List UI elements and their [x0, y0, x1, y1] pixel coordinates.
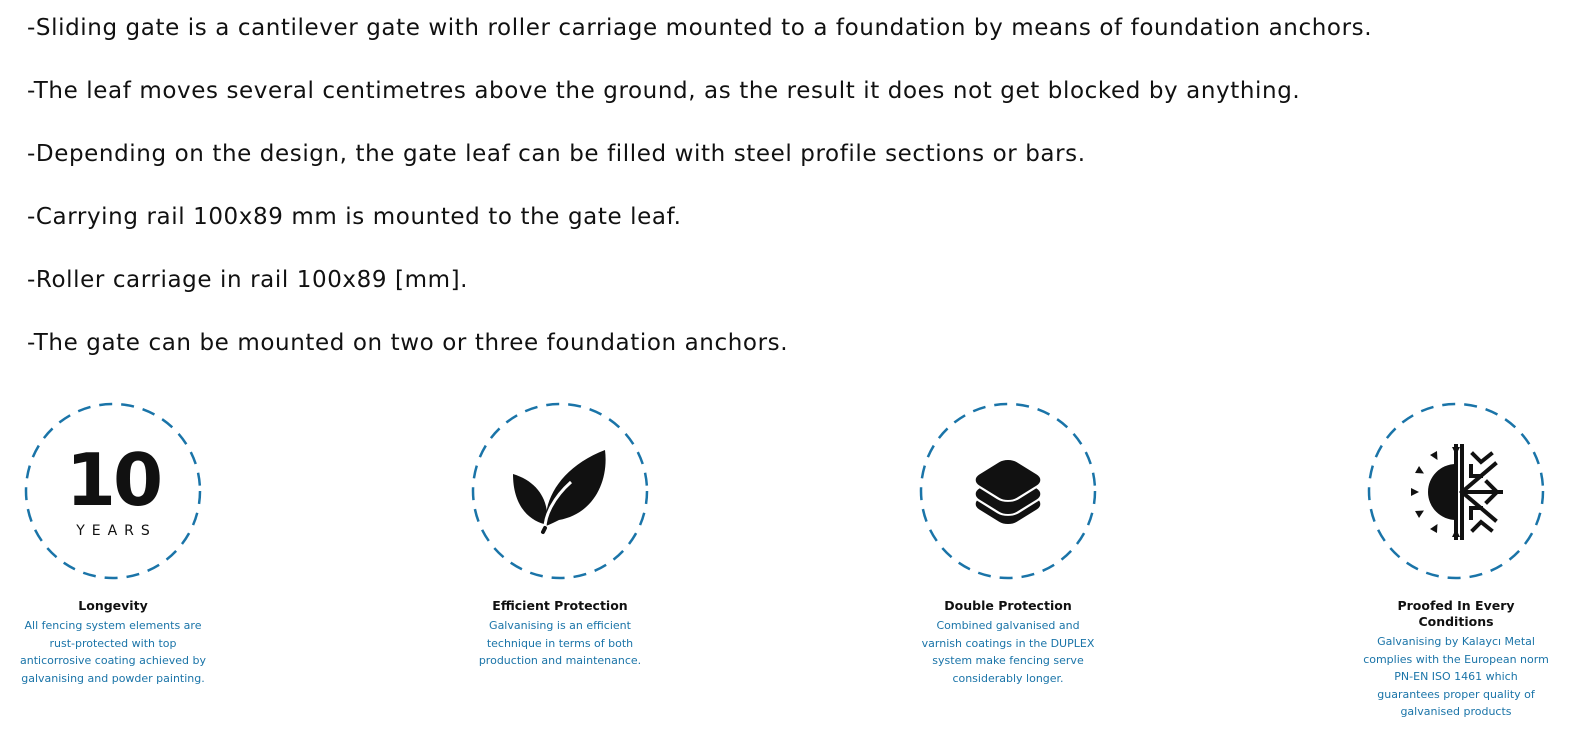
feature-ring	[24, 402, 202, 580]
layers-icon	[919, 402, 1097, 580]
benefits-row	[0, 402, 1578, 732]
bullet-item: -Depending on the design, the gate leaf can be filled with steel profile sections or bars.	[27, 141, 1086, 167]
feature-title: Longevity	[78, 598, 148, 613]
feature-bullet-list	[27, 8, 1547, 386]
feature-double-protection	[913, 402, 1103, 687]
feature-ring	[1367, 402, 1545, 580]
feature-description: Combined galvanised and varnish coatings in the DUPLEX system make fencing serve considerably longer.	[921, 619, 1095, 685]
bullet-item: -Carrying rail 100x89 mm is mounted to the gate leaf.	[27, 204, 682, 230]
bullet-item: -The leaf moves several centimetres above the ground, as the result it does not get blocked by anything.	[27, 78, 1301, 104]
bullet-item: -The gate can be mounted on two or three foundation anchors.	[27, 330, 789, 356]
feature-ring	[471, 402, 649, 580]
sun-snowflake-icon	[1367, 402, 1545, 580]
badge-number: 10	[65, 438, 161, 522]
badge-word: YEARS	[76, 523, 157, 539]
ten-years-icon	[24, 402, 202, 580]
feature-title: Proofed In Every Conditions	[1397, 598, 1515, 629]
feature-ring	[919, 402, 1097, 580]
feature-title: Double Protection	[944, 598, 1072, 613]
leaf-icon	[471, 402, 649, 580]
bullet-item: -Sliding gate is a cantilever gate with roller carriage mounted to a foundation by means of foundation anchors.	[27, 15, 1373, 41]
bullet-item: -Roller carriage in rail 100x89 [mm].	[27, 267, 469, 293]
feature-efficient-protection	[465, 402, 655, 670]
feature-description: All fencing system elements are rust-protected with top anticorrosive coating achieved by galvanising and powder painting.	[20, 619, 206, 685]
feature-longevity	[18, 402, 208, 687]
feature-title: Efficient Protection	[492, 598, 628, 613]
feature-description: Galvanising by Kalaycı Metal complies with the European norm PN-EN ISO 1461 which guarantees proper quality of galvanised products	[1363, 635, 1549, 718]
feature-proofed-conditions	[1361, 402, 1551, 721]
feature-description: Galvanising is an efficient technique in terms of both production and maintenance.	[478, 619, 642, 667]
